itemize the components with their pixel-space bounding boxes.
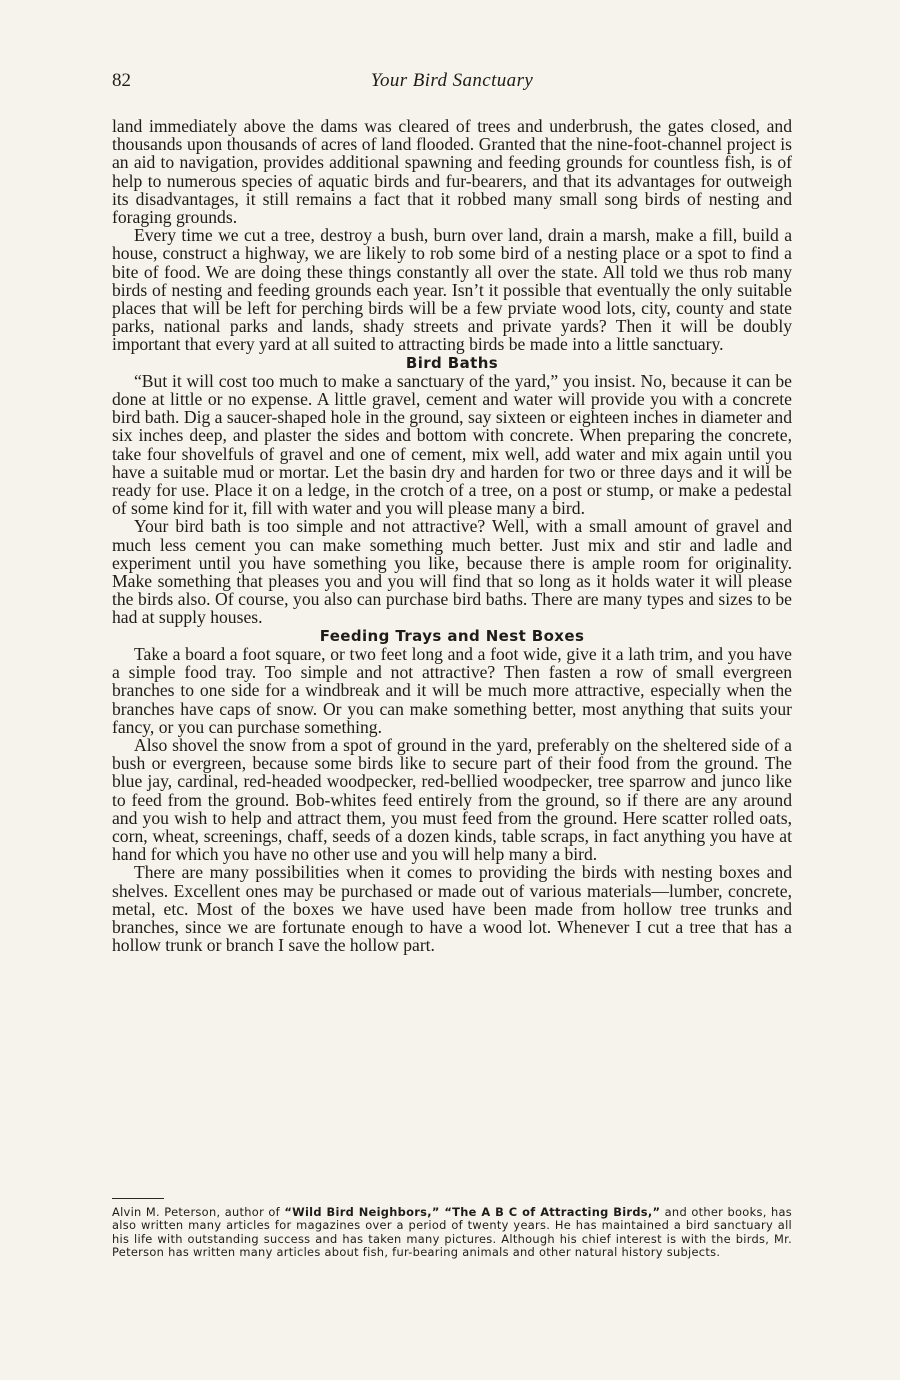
footnote-divider [112, 1198, 164, 1199]
paragraph: Take a board a foot square, or two feet long and a foot wide, give it a lath trim, and you have a simple food tray. Too simple and not attractive? Then fasten a row of small evergreen branches to one side for a windbreak and it will be much more attractive, especially when the branches have caps of snow. Or you can make something better, most anything that suits your fancy, or you can purchase something. [112, 643, 792, 737]
page-header [112, 70, 792, 96]
author-footnote [112, 1206, 792, 1260]
page-number: 82 [112, 70, 131, 91]
running-title: Your Bird Sanctuary [370, 70, 534, 91]
footnote-text: Alvin M. Peterson, author of [112, 1205, 285, 1219]
footnote-book-titles: “Wild Bird Neighbors,” “The A B C of Attracting Birds,” [284, 1205, 661, 1219]
paragraph: Every time we cut a tree, destroy a bush, burn over land, drain a marsh, make a fill, build a house, construct a highway, we are likely to rob some bird of a nesting place or a spot to find a bite of food. We are doing these things constantly all over the state. All told we thus rob many birds of nesting and feeding grounds each year. Isn’t it possible that eventually the only suitable places that will be left for perching birds will be a few prviate wood lots, city, county and state parks, national parks and lands, shady streets and private yards? Then it will be doubly important that every yard at all suited to attracting birds be made into a little sanctuary. [112, 225, 792, 355]
article-body [112, 117, 792, 954]
paragraph: There are many possibilities when it comes to providing the birds with nesting boxes and shelves. Excellent ones may be purchased or made out of various materials—lumber, concrete, metal, etc. Most of the boxes we have used have been made from hollow tree trunks and branches, since we are fortunate enough to have a wood lot. Whenever I cut a tree that has a hollow trunk or branch I save the hollow part. [112, 862, 792, 956]
paragraph: Also shovel the snow from a spot of ground in the yard, preferably on the sheltered side of a bush or evergreen, because some birds like to secure part of their food from the ground. The blue jay, cardinal, red-headed woodpecker, red-bellied woodpecker, tree sparrow and junco like to feed from the ground. Bob-whites feed entirely from the ground, so if there are any around and you wish to help and attract them, you must feed from the ground. Here scatter rolled oats, corn, wheat, screenings, chaff, seeds of a dozen kinds, table scraps, in fact anything you have at hand for which you have no other use and you will help many a bird. [112, 734, 792, 865]
footnote-text: and other books, has also written many articles for magazines over a period of twenty years. He has maintained a bird sanctuary all his life with outstanding success and has taken many pictures. Although his chief interest is with the birds, Mr. Peterson has written many articles about fish, fur-bearing animals and other natural history subjects. [112, 1205, 792, 1260]
section-heading-bird-baths: Bird Baths [405, 353, 499, 372]
paragraph: land immediately above the dams was cleared of trees and underbrush, the gates closed, and thousands upon thousands of acres of land flooded. Granted that the nine-foot-channel project is an aid to navigation, provides additional spawning and feeding grounds for countless fish, is of help to numerous species of aquatic birds and fur-bearers, and that its advantages for outweigh its disadvantages, it still remains a fact that it robbed many small song birds of nesting and foraging grounds. [112, 116, 792, 228]
paragraph: Your bird bath is too simple and not attractive? Well, with a small amount of gravel and much less cement you can make something much better. Just mix and stir and ladle and experiment until you have something you like, because there is ample room for originality. Make something that pleases you and you will find that so long as it holds water it will please the birds also. Of course, you also can purchase bird baths. There are many types and sizes to be had at supply houses. [112, 516, 792, 628]
section-heading-feeding-trays: Feeding Trays and Nest Boxes [319, 626, 585, 645]
paragraph: “But it will cost too much to make a sanctuary of the yard,” you insist. No, because it can be done at little or no expense. A little gravel, cement and water will provide you with a concrete bird bath. Dig a saucer-shaped hole in the ground, say sixteen or eighteen inches in diameter and six inches deep, and plaster the sides and bottom with concrete. When preparing the concrete, take four shovelfuls of gravel and one of cement, mix well, add water and mix again until you have a suitable mud or mortar. Let the basin dry and harden for two or three days and it will be ready for use. Place it on a ledge, in the crotch of a tree, on a post or stump, or make a pedestal of some kind for it, fill with water and you will please many a bird. [112, 370, 792, 519]
